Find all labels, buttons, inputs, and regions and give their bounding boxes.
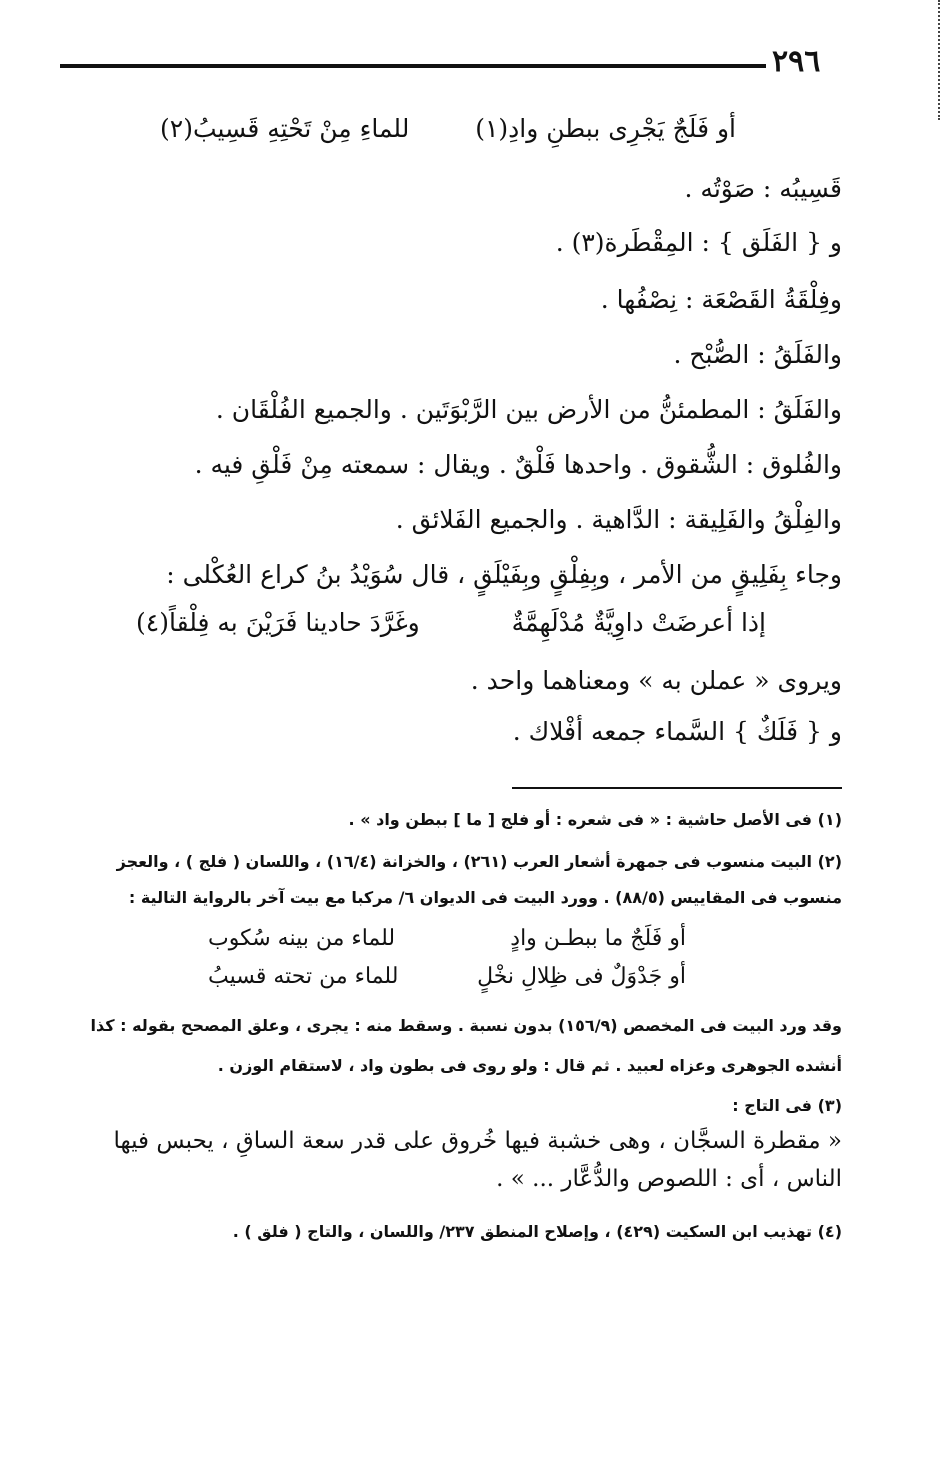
body-line: والفَلَقُ : الصُّبْح .	[673, 340, 842, 369]
footnote-verse-hemistich: أو فَلَجٌ ما ببطـن وادٍ	[510, 926, 686, 951]
body-line: وفِلْقَةُ القَصْعَة : نِصْفُها .	[600, 285, 842, 314]
footnote-3-label: (٣) فى التاج :	[732, 1096, 842, 1115]
footnote-2-line: وقد ورد البيت فى المخصص (١٥٦/٩) بدون نسبة . وسقط منه : يجرى ، وعلق المصحح بقوله : كذا	[90, 1016, 842, 1035]
footnote-2-line: (٢) البيت منسوب فى جمهرة أشعار العرب (٢٦١) ، والخزانة (١٦/٤) ، واللسان ( فلج ) ، والعجز	[116, 852, 842, 871]
body-line: و { فَلَكٌ } السَّماء جمعه أفْلاك .	[512, 717, 842, 746]
footnote-verse-hemistich: للماء من بينه سُكوب	[208, 926, 396, 951]
footnote-2-line: منسوب فى المقاييس (٨٨/٥) . وورد البيت فى الديوان ٦/ مركبا مع بيت آخر بالرواية التالية :	[128, 888, 842, 907]
footnote-3-line: « مقطرة السجَّان ، وهى خشبة فيها خُروق على قدر سعة الساقِ ، يحبس فيها	[113, 1128, 842, 1154]
body-line: والفِلْقُ والفَلِيقة : الدَّاهية . والجميع الفَلائق .	[395, 505, 842, 534]
body-line: و { الفَلَق } : المِقْطَرة(٣) .	[555, 228, 842, 257]
body-line: والفَلَقُ : المطمئنُّ من الأرض بين الرَّبْوَتَين . والجميع الفُلْقَان .	[215, 395, 842, 424]
body-line: والفُلوق : الشُّقوق . واحدها فَلْقٌ . ويقال : سمعته مِنْ فَلْقِ فيه .	[194, 450, 842, 479]
verse1-hemistich1: أو فَلَجٌ يَجْرِى ببطنِ وادِ(١)	[475, 114, 736, 143]
footnote-1: (١) فى الأصل حاشية : « فى شعره : أو فلج [ ما ] ببطن واد » .	[348, 810, 842, 829]
body-line: وجاء بِفَلِيقٍ من الأمر ، وبِفِلْقٍ وبِفَيْلَقٍ ، قال سُوَيْدُ بنُ كراع العُكْلى :	[166, 560, 842, 589]
header-rule	[60, 64, 766, 68]
footnote-3-line: الناس ، أى : اللصوص والدُّعَّار ... » .	[496, 1166, 842, 1192]
verse2-hemistich1: إذا أعرضَتْ داوِيَّةٌ مُدْلَهِمَّةٌ	[511, 608, 766, 637]
verse2-hemistich2: وغَرَّدَ حادينا فَرَيْنَ به فِلْقاً(٤)	[136, 608, 420, 637]
body-line: قَسِيبُه : صَوْتُه .	[684, 174, 842, 203]
footnote-verse-hemistich: أو جَدْوَلٌ فى ظِلالِ نخْلٍ	[477, 964, 686, 989]
verse1-hemistich2: للماءِ مِنْ تَحْتِهِ قَسِيبُ(٢)	[160, 114, 410, 143]
body-line: ويروى « عملن به » ومعناهما واحد .	[470, 666, 842, 695]
footnote-2-line: أنشده الجوهرى وعزاه لعبيد . ثم قال : ولو روى فى بطون واد ، لاستقام الوزن .	[217, 1056, 842, 1075]
page-edge-mark	[938, 0, 946, 120]
footnote-rule	[512, 787, 842, 789]
page-number: ٢٩٦	[772, 44, 821, 79]
footnote-verse-hemistich: للماء من تحته قسيبُ	[208, 964, 399, 989]
footnote-4: (٤) تهذيب ابن السكيت (٤٢٩) ، وإصلاح المنطق ٢٣٧/ واللسان ، والتاج ( فلق ) .	[232, 1222, 842, 1241]
